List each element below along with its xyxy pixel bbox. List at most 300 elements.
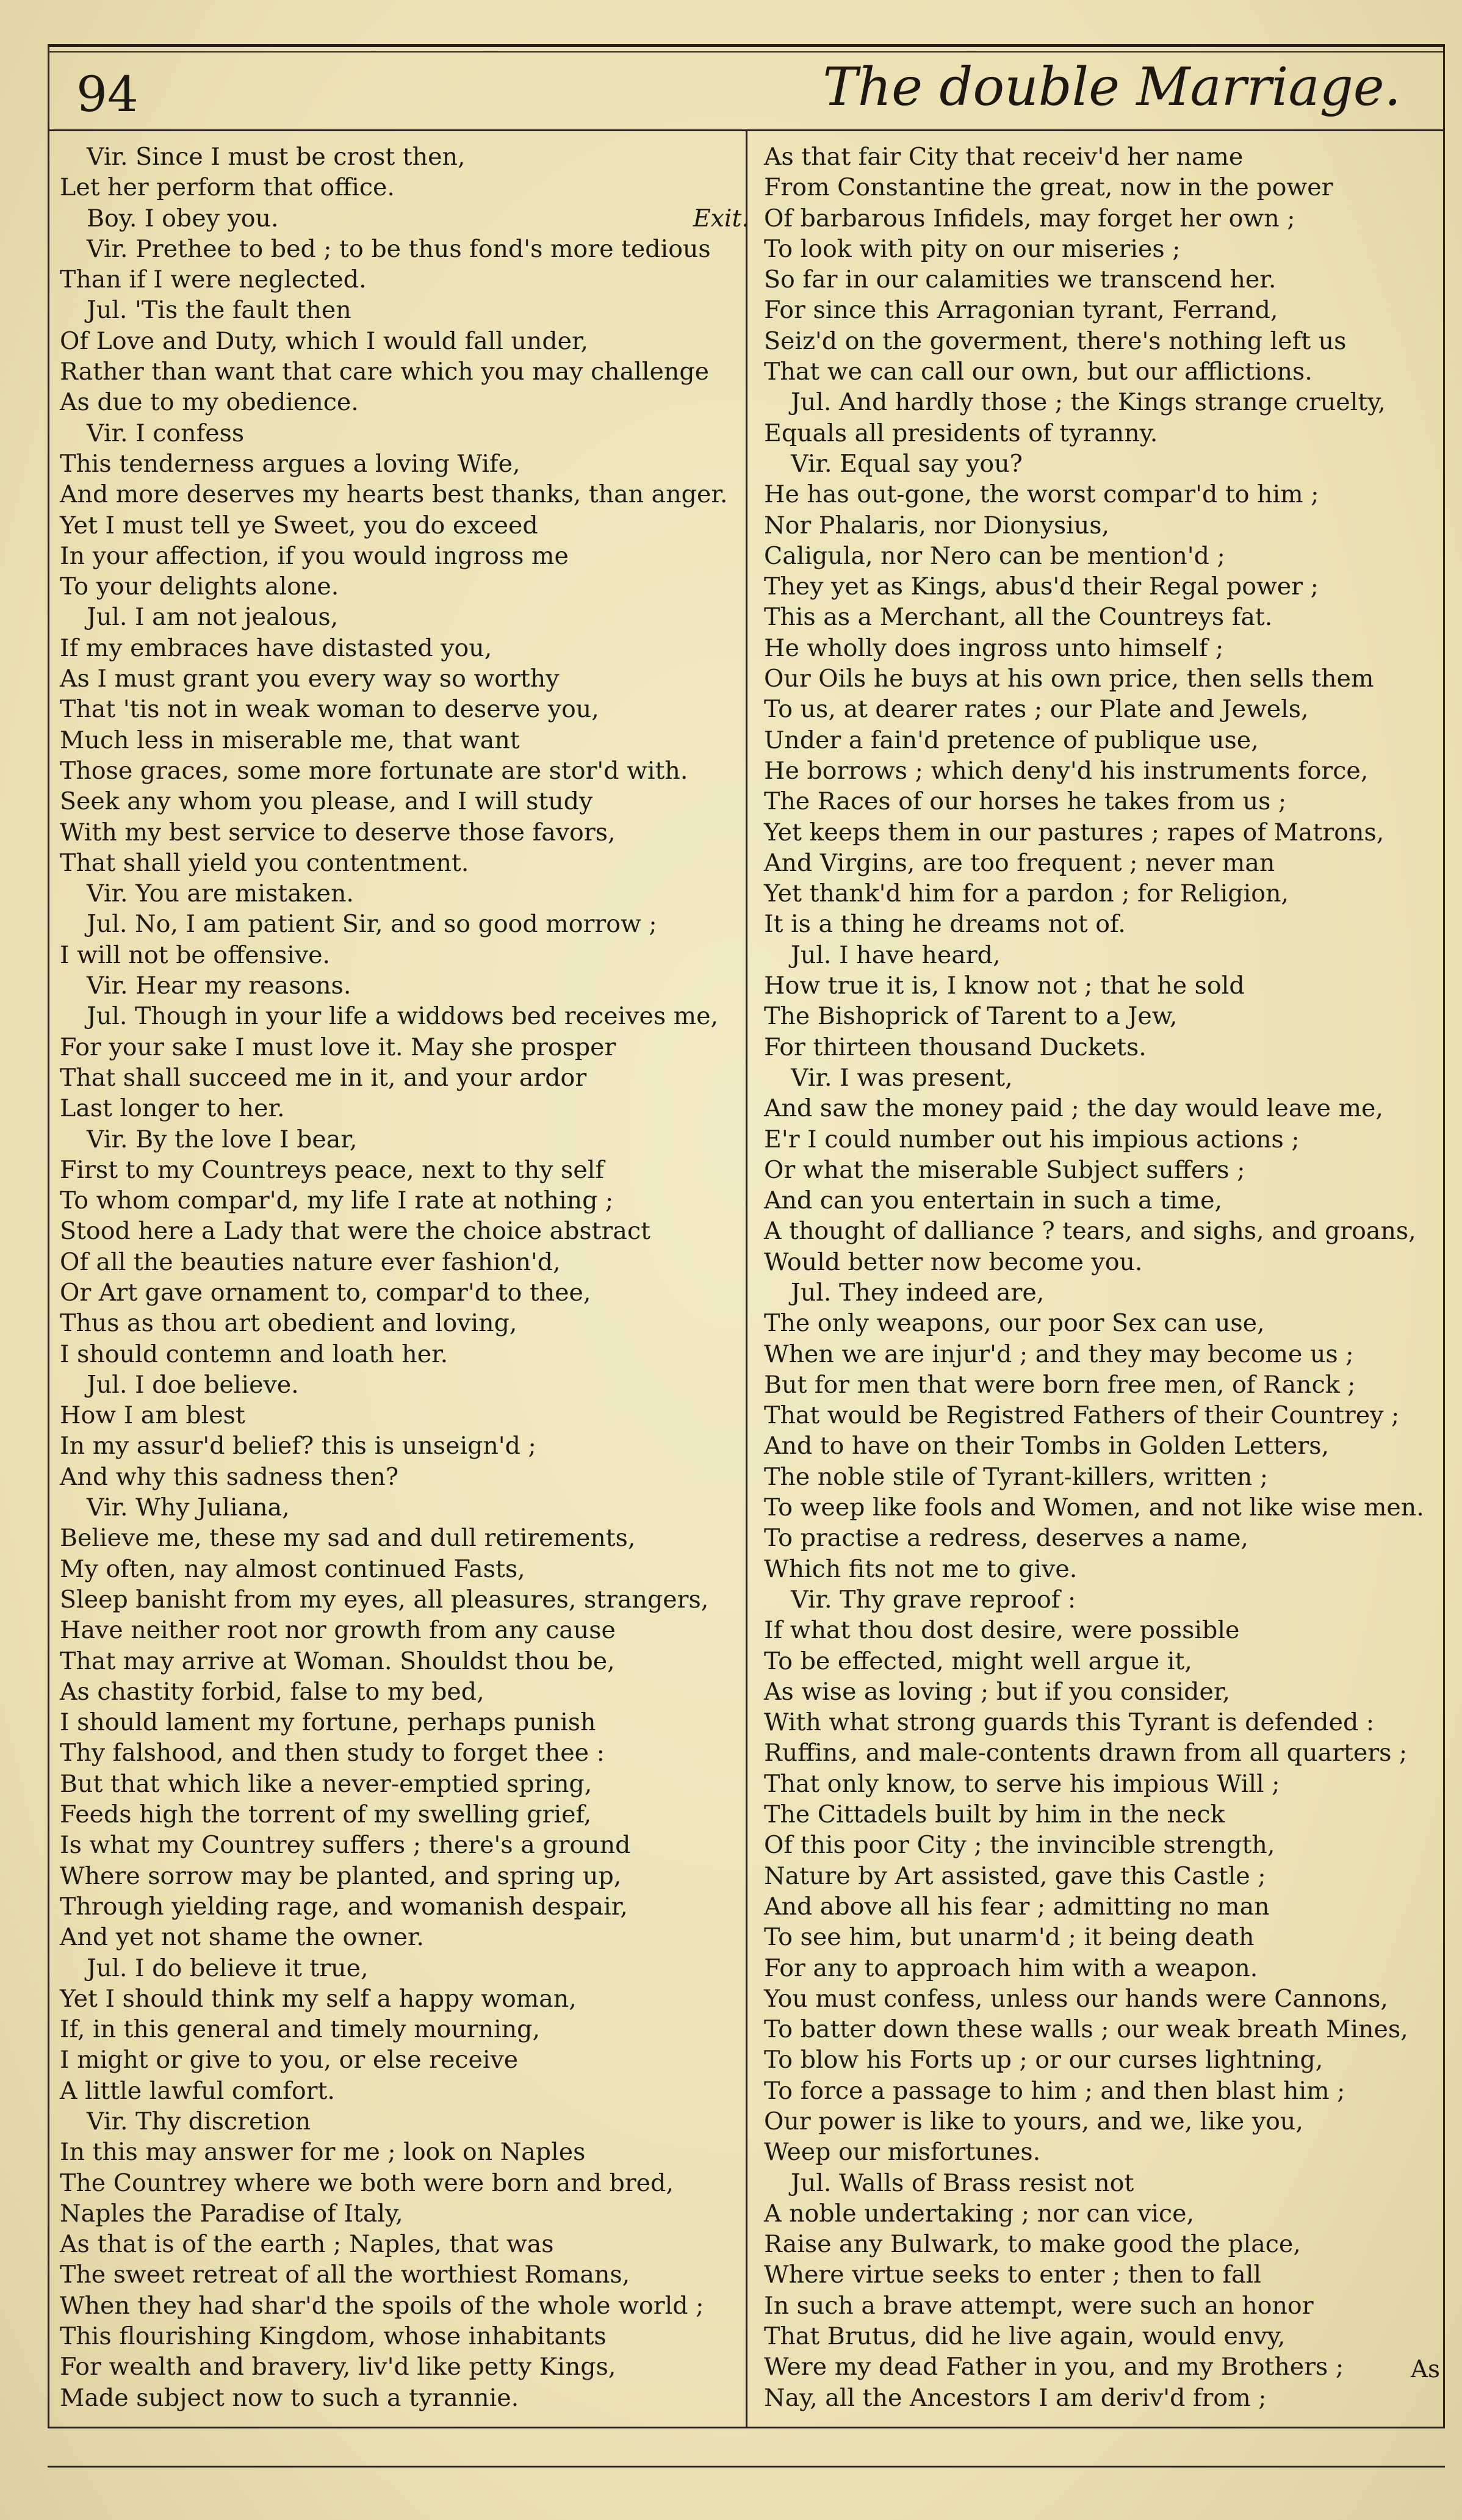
catchword: As bbox=[1410, 2356, 1440, 2383]
verse-line-text: For thirteen thousand Duckets. bbox=[764, 1033, 1147, 1061]
verse-line bbox=[60, 1032, 743, 1063]
verse-line bbox=[60, 1339, 743, 1370]
verse-line-text: Vir. Thy discretion bbox=[87, 2107, 311, 2136]
verse-line-text: Thy falshood, and then study to forget thee : bbox=[60, 1739, 605, 1767]
verse-line bbox=[764, 1769, 1447, 1799]
verse-line bbox=[764, 2198, 1447, 2229]
left-border-rule bbox=[48, 44, 49, 2428]
verse-line-text: A little lawful comfort. bbox=[60, 2076, 335, 2105]
verse-line bbox=[764, 909, 1447, 939]
verse-line bbox=[60, 387, 743, 417]
verse-line bbox=[764, 2045, 1447, 2075]
verse-line-text: As wise as loving ; but if you consider, bbox=[764, 1677, 1230, 1706]
verse-line bbox=[60, 479, 743, 510]
right-text-column bbox=[764, 142, 1447, 2413]
verse-line bbox=[60, 1462, 743, 1492]
verse-line-text: That only know, to serve his impious Will ; bbox=[764, 1769, 1280, 1798]
verse-line-text: Jul. Though in your life a widdows bed receives me, bbox=[87, 1002, 719, 1031]
verse-line-text: When they had shar'd the spoils of the whole world ; bbox=[60, 2291, 704, 2320]
verse-line-text: Those graces, some more fortunate are stor'd with. bbox=[60, 756, 688, 785]
verse-line-text: Jul. They indeed are, bbox=[791, 1278, 1045, 1307]
verse-line-text: In such a brave attempt, were such an honor bbox=[764, 2291, 1314, 2320]
verse-line-text: Or what the miserable Subject suffers ; bbox=[764, 1155, 1245, 1184]
verse-line bbox=[764, 2291, 1447, 2321]
verse-line bbox=[60, 786, 743, 817]
verse-line-text: Or Art gave ornament to, compar'd to thee, bbox=[60, 1278, 591, 1307]
verse-line-text: As chastity forbid, false to my bed, bbox=[60, 1677, 484, 1706]
verse-line bbox=[60, 1891, 743, 1922]
verse-line bbox=[60, 694, 743, 724]
verse-line-text: Made subject now to such a tyrannie. bbox=[60, 2383, 519, 2412]
verse-line-text: That shall succeed me in it, and your ardor bbox=[60, 1063, 587, 1092]
bottom-border-outer-rule bbox=[48, 2466, 1445, 2468]
verse-line-text: Jul. 'Tis the fault then bbox=[87, 296, 351, 325]
verse-line bbox=[60, 203, 749, 234]
verse-line bbox=[60, 1799, 743, 1830]
verse-line bbox=[764, 1523, 1447, 1553]
verse-line bbox=[60, 909, 743, 939]
verse-line-text: Vir. You are mistaken. bbox=[87, 879, 354, 908]
verse-line bbox=[764, 2352, 1447, 2382]
verse-line bbox=[60, 449, 743, 479]
verse-line-text: Through yielding rage, and womanish despair, bbox=[60, 1892, 628, 1921]
verse-line-text: Boy. I obey you. bbox=[87, 204, 279, 233]
verse-line-text: And why this sadness then? bbox=[60, 1462, 399, 1491]
verse-line-text: Believe me, these my sad and dull retirements, bbox=[60, 1524, 636, 1553]
verse-line-text: How I am blest bbox=[60, 1401, 245, 1430]
verse-line-text: He has out-gone, the worst compar'd to him ; bbox=[764, 480, 1319, 509]
verse-line bbox=[60, 2259, 743, 2290]
verse-line bbox=[764, 2076, 1447, 2106]
verse-line-text: Seek any whom you please, and I will study bbox=[60, 787, 593, 816]
verse-line-text: Feeds high the torrent of my swelling grief, bbox=[60, 1800, 592, 1829]
verse-line bbox=[60, 1615, 743, 1645]
verse-line-text: To batter down these walls ; our weak breath Mines, bbox=[764, 2015, 1408, 2044]
verse-line-text: Yet I should think my self a happy woman, bbox=[60, 1984, 577, 2013]
verse-line bbox=[60, 1953, 743, 1984]
verse-line-text: In my assur'd belief? this is unseign'd ; bbox=[60, 1432, 536, 1460]
verse-line-text: Nor Phalaris, nor Dionysius, bbox=[764, 511, 1110, 540]
verse-line bbox=[764, 2229, 1447, 2259]
verse-line-text: Last longer to her. bbox=[60, 1094, 285, 1123]
verse-line-text: Which fits not me to give. bbox=[764, 1554, 1078, 1583]
verse-line bbox=[764, 1093, 1447, 1124]
verse-line bbox=[764, 1738, 1447, 1768]
verse-line bbox=[764, 633, 1447, 663]
verse-line-text: Vir. Thy grave reproof : bbox=[791, 1585, 1076, 1614]
verse-line-text: That would be Registred Fathers of their Countrey ; bbox=[764, 1401, 1400, 1430]
verse-line-text: To force a passage to him ; and then blast him ; bbox=[764, 2076, 1345, 2105]
verse-line bbox=[764, 817, 1447, 848]
column-divider-rule bbox=[746, 129, 747, 2428]
verse-line-text: Jul. I have heard, bbox=[791, 940, 1001, 969]
verse-line-text: Vir. Hear my reasons. bbox=[87, 972, 351, 1000]
verse-line bbox=[764, 571, 1447, 602]
verse-line bbox=[60, 2229, 743, 2259]
verse-line bbox=[60, 756, 743, 786]
verse-line-text: The Bishoprick of Tarent to a Jew, bbox=[764, 1002, 1178, 1031]
verse-line bbox=[764, 1063, 1447, 1093]
verse-line bbox=[764, 1124, 1447, 1155]
verse-line bbox=[764, 356, 1447, 387]
verse-line bbox=[764, 970, 1447, 1001]
verse-line bbox=[764, 1308, 1447, 1338]
verse-line bbox=[764, 479, 1447, 510]
verse-line-text: This as a Merchant, all the Countreys fat. bbox=[764, 603, 1273, 632]
verse-line bbox=[60, 1922, 743, 1952]
verse-line-text: But for men that were born free men, of Ranck ; bbox=[764, 1370, 1356, 1399]
verse-line bbox=[60, 2352, 743, 2382]
verse-line-text: If what thou dost desire, were possible bbox=[764, 1616, 1240, 1645]
verse-line-text: Jul. I do believe it true, bbox=[87, 1954, 369, 1982]
verse-line bbox=[764, 1861, 1447, 1891]
verse-line-text: As that fair City that receiv'd her name bbox=[764, 143, 1244, 171]
verse-line-text: Ruffins, and male-contents drawn from all quarters ; bbox=[764, 1739, 1408, 1767]
verse-line bbox=[764, 602, 1447, 632]
verse-line-text: The Races of our horses he takes from us ; bbox=[764, 787, 1287, 816]
verse-line bbox=[60, 940, 743, 970]
verse-line bbox=[764, 449, 1447, 479]
verse-line-text: For any to approach him with a weapon. bbox=[764, 1954, 1258, 1982]
verse-line bbox=[60, 2014, 743, 2045]
verse-line bbox=[60, 817, 743, 848]
verse-line-text: And Virgins, are too frequent ; never man bbox=[764, 848, 1275, 877]
verse-line bbox=[764, 2106, 1447, 2137]
verse-line-text: That 'tis not in weak woman to deserve you, bbox=[60, 695, 599, 724]
verse-line-text: As due to my obedience. bbox=[60, 388, 359, 417]
verse-line-text: Yet thank'd him for a pardon ; for Religion, bbox=[764, 879, 1289, 908]
verse-line-text: To practise a redress, deserves a name, bbox=[764, 1524, 1248, 1553]
verse-line-text: To your delights alone. bbox=[60, 572, 339, 601]
verse-line-text: Caligula, nor Nero can be mention'd ; bbox=[764, 541, 1225, 570]
verse-line-text: When we are injur'd ; and they may become us ; bbox=[764, 1340, 1354, 1368]
verse-line bbox=[60, 356, 743, 387]
verse-line bbox=[60, 1155, 743, 1185]
verse-line-text: I will not be offensive. bbox=[60, 940, 331, 969]
verse-line bbox=[60, 2045, 743, 2075]
verse-line bbox=[60, 1830, 743, 1860]
verse-line-text: Much less in miserable me, that want bbox=[60, 726, 520, 754]
verse-line-text: Where virtue seeks to enter ; then to fall bbox=[764, 2261, 1261, 2289]
verse-line bbox=[60, 418, 743, 449]
verse-line bbox=[60, 326, 743, 356]
verse-line-text: Nay, all the Ancestors I am deriv'd from ; bbox=[764, 2383, 1267, 2412]
verse-line-text: And saw the money paid ; the day would leave me, bbox=[764, 1094, 1383, 1123]
verse-line-text: Naples the Paradise of Italy, bbox=[60, 2199, 403, 2228]
verse-line-text: The sweet retreat of all the worthiest Romans, bbox=[60, 2261, 630, 2289]
verse-line-text: I might or give to you, or else receive bbox=[60, 2046, 519, 2074]
verse-line bbox=[60, 1063, 743, 1093]
verse-line bbox=[60, 264, 743, 295]
verse-line-text: If my embraces have distasted you, bbox=[60, 634, 492, 662]
verse-line bbox=[60, 633, 743, 663]
verse-line bbox=[60, 1247, 743, 1277]
verse-line-text: So far in our calamities we transcend her. bbox=[764, 265, 1277, 294]
verse-line bbox=[764, 541, 1447, 571]
verse-line-text: Vir. I was present, bbox=[791, 1063, 1013, 1092]
left-text-column bbox=[60, 142, 749, 2413]
verse-line-text: Vir. By the love I bear, bbox=[87, 1125, 358, 1153]
verse-line-text: First to my Countreys peace, next to thy self bbox=[60, 1155, 604, 1184]
verse-line bbox=[60, 848, 743, 878]
verse-line bbox=[764, 1922, 1447, 1952]
verse-line-text: And yet not shame the owner. bbox=[60, 1923, 424, 1952]
verse-line-text: In this may answer for me ; look on Naples bbox=[60, 2138, 586, 2167]
verse-line bbox=[60, 1984, 743, 2014]
verse-line bbox=[60, 1431, 743, 1461]
verse-line-text: To blow his Forts up ; or our curses lightning, bbox=[764, 2046, 1323, 2074]
verse-line-text: This tenderness argues a loving Wife, bbox=[60, 449, 520, 478]
verse-line-text: He borrows ; which deny'd his instruments force, bbox=[764, 756, 1369, 785]
verse-line-text: To us, at dearer rates ; our Plate and Jewels, bbox=[764, 695, 1309, 724]
verse-line bbox=[764, 1799, 1447, 1830]
verse-line bbox=[764, 1431, 1447, 1461]
verse-line-text: The noble stile of Tyrant-killers, written ; bbox=[764, 1462, 1269, 1491]
verse-line-text: That Brutus, did he live again, would envy, bbox=[764, 2322, 1286, 2351]
verse-line bbox=[60, 1093, 743, 1124]
verse-line bbox=[60, 1554, 743, 1584]
verse-line bbox=[764, 1646, 1447, 1677]
verse-line-text: If, in this general and timely mourning, bbox=[60, 2015, 541, 2044]
running-title: The double Marriage. bbox=[823, 57, 1401, 118]
verse-line-text: He wholly does ingross unto himself ; bbox=[764, 634, 1224, 662]
verse-line-text: To whom compar'd, my life I rate at nothing ; bbox=[60, 1186, 614, 1215]
verse-line-text: With what strong guards this Tyrant is defended : bbox=[764, 1708, 1375, 1737]
verse-line-text: As I must grant you every way so worthy bbox=[60, 665, 560, 693]
verse-line bbox=[764, 387, 1447, 417]
verse-line bbox=[60, 1738, 743, 1768]
verse-line bbox=[764, 725, 1447, 756]
verse-line bbox=[60, 172, 743, 203]
verse-line bbox=[764, 2383, 1447, 2413]
verse-line-text: My often, nay almost continued Fasts, bbox=[60, 1554, 525, 1583]
verse-line bbox=[764, 1615, 1447, 1645]
verse-line bbox=[60, 1216, 743, 1246]
verse-line bbox=[764, 2321, 1447, 2352]
verse-line bbox=[60, 1523, 743, 1553]
verse-line-text: A thought of dalliance ? tears, and sighs, and groans, bbox=[764, 1217, 1416, 1246]
verse-line bbox=[60, 1185, 743, 1216]
verse-line bbox=[60, 510, 743, 541]
verse-line bbox=[60, 142, 743, 172]
verse-line-text: For since this Arragonian tyrant, Ferrand, bbox=[764, 296, 1278, 325]
verse-line-text: Is what my Countrey suffers ; there's a ground bbox=[60, 1831, 631, 1860]
verse-line bbox=[764, 2137, 1447, 2167]
verse-line bbox=[60, 2076, 743, 2106]
verse-line-text: Jul. Walls of Brass resist not bbox=[791, 2168, 1134, 2197]
verse-line-text: Of barbarous Infidels, may forget her own ; bbox=[764, 204, 1295, 233]
verse-line-text: Vir. Equal say you? bbox=[791, 449, 1023, 478]
verse-line bbox=[764, 1953, 1447, 1984]
verse-line bbox=[60, 1492, 743, 1523]
verse-line bbox=[764, 1984, 1447, 2014]
verse-line-text: Vir. Why Juliana, bbox=[87, 1493, 290, 1522]
verse-line bbox=[60, 970, 743, 1001]
verse-line bbox=[764, 1707, 1447, 1738]
verse-line bbox=[764, 418, 1447, 449]
verse-line-text: For wealth and bravery, liv'd like petty Kings, bbox=[60, 2353, 616, 2381]
verse-line bbox=[764, 2259, 1447, 2290]
verse-line-text: Yet keeps them in our pastures ; rapes of Matrons, bbox=[764, 818, 1385, 847]
verse-line bbox=[764, 1247, 1447, 1277]
verse-line bbox=[764, 2168, 1447, 2198]
verse-line-text: The Countrey where we both were born and bred, bbox=[60, 2168, 674, 2197]
verse-line bbox=[60, 878, 743, 909]
verse-line-text: That shall yield you contentment. bbox=[60, 848, 469, 877]
verse-line bbox=[764, 2014, 1447, 2045]
verse-line bbox=[764, 1277, 1447, 1308]
verse-line bbox=[764, 848, 1447, 878]
verse-line-text: And above all his fear ; admitting no man bbox=[764, 1892, 1270, 1921]
verse-line bbox=[60, 2137, 743, 2167]
verse-line bbox=[764, 694, 1447, 724]
verse-line-text: The only weapons, our poor Sex can use, bbox=[764, 1309, 1265, 1338]
verse-line bbox=[764, 1001, 1447, 1031]
verse-line-text: As that is of the earth ; Naples, that was bbox=[60, 2230, 554, 2259]
verse-line bbox=[764, 1492, 1447, 1523]
verse-line-text: You must confess, unless our hands were Cannons, bbox=[764, 1984, 1388, 2013]
verse-line-text: Stood here a Lady that were the choice abstract bbox=[60, 1217, 650, 1246]
verse-line-text: Than if I were neglected. bbox=[60, 265, 367, 294]
verse-line bbox=[764, 940, 1447, 970]
verse-line-text: Equals all presidents of tyranny. bbox=[764, 419, 1158, 447]
verse-line bbox=[764, 1554, 1447, 1584]
stage-direction-exit: Exit. bbox=[693, 204, 749, 233]
verse-line bbox=[764, 1462, 1447, 1492]
top-border-inner-rule bbox=[48, 51, 1445, 52]
verse-line-text: For your sake I must love it. May she prosper bbox=[60, 1033, 616, 1061]
verse-line-text: Raise any Bulwark, to make good the place, bbox=[764, 2230, 1301, 2259]
verse-line-text: I should lament my fortune, perhaps punish bbox=[60, 1708, 596, 1737]
verse-line-text: Weep our misfortunes. bbox=[764, 2138, 1041, 2167]
verse-line bbox=[60, 1001, 743, 1031]
verse-line-text: To see him, but unarm'd ; it being death bbox=[764, 1923, 1255, 1952]
verse-line bbox=[60, 541, 743, 571]
verse-line-text: Of this poor City ; the invincible strength, bbox=[764, 1831, 1275, 1860]
verse-line-text: Sleep banisht from my eyes, all pleasures, strangers, bbox=[60, 1585, 709, 1614]
verse-line bbox=[60, 2383, 743, 2413]
verse-line-text: Would better now become you. bbox=[764, 1247, 1143, 1276]
verse-line bbox=[60, 602, 743, 632]
verse-line bbox=[60, 1124, 743, 1155]
verse-line-text: Of all the beauties nature ever fashion'd, bbox=[60, 1247, 561, 1276]
verse-line bbox=[764, 172, 1447, 203]
verse-line-text: Rather than want that care which you may challenge bbox=[60, 358, 710, 386]
verse-line-text: Seiz'd on the goverment, there's nothing left us bbox=[764, 327, 1347, 355]
verse-line-text: And can you entertain in such a time, bbox=[764, 1186, 1223, 1215]
verse-line bbox=[60, 1769, 743, 1799]
verse-line bbox=[764, 295, 1447, 325]
verse-line bbox=[764, 1677, 1447, 1707]
verse-line bbox=[60, 725, 743, 756]
verse-line bbox=[764, 1185, 1447, 1216]
verse-line-text: I should contemn and loath her. bbox=[60, 1340, 448, 1368]
verse-line-text: A noble undertaking ; nor can vice, bbox=[764, 2199, 1195, 2228]
verse-line-text: This flourishing Kingdom, whose inhabitants bbox=[60, 2322, 607, 2351]
verse-line bbox=[60, 234, 743, 264]
verse-line bbox=[764, 786, 1447, 817]
verse-line bbox=[764, 264, 1447, 295]
verse-line bbox=[764, 1032, 1447, 1063]
verse-line bbox=[764, 1584, 1447, 1615]
verse-line bbox=[764, 756, 1447, 786]
verse-line-text: Nature by Art assisted, gave this Castle ; bbox=[764, 1861, 1266, 1890]
verse-line-text: Have neither root nor growth from any cause bbox=[60, 1616, 616, 1645]
verse-line bbox=[764, 510, 1447, 541]
verse-line bbox=[764, 203, 1447, 234]
verse-line bbox=[60, 1707, 743, 1738]
verse-line-text: From Constantine the great, now in the power bbox=[764, 173, 1333, 202]
verse-line-text: E'r I could number out his impious actions ; bbox=[764, 1125, 1300, 1153]
verse-line-text: Thus as thou art obedient and loving, bbox=[60, 1309, 517, 1338]
page-number: 94 bbox=[76, 66, 139, 123]
verse-line-text: Jul. I am not jealous, bbox=[87, 603, 339, 632]
verse-line-text: To look with pity on our miseries ; bbox=[764, 234, 1181, 263]
verse-line-text: Our power is like to yours, and we, like you, bbox=[764, 2107, 1303, 2136]
verse-line bbox=[764, 663, 1447, 694]
verse-line-text: That may arrive at Woman. Shouldst thou be, bbox=[60, 1647, 615, 1675]
verse-line bbox=[60, 2291, 743, 2321]
verse-line bbox=[60, 571, 743, 602]
verse-line bbox=[60, 1677, 743, 1707]
verse-line bbox=[764, 1891, 1447, 1922]
verse-line-text: It is a thing he dreams not of. bbox=[764, 910, 1126, 939]
verse-line-text: Yet I must tell ye Sweet, you do exceed bbox=[60, 511, 538, 540]
verse-line-text: To be effected, might well argue it, bbox=[764, 1647, 1192, 1675]
verse-line bbox=[764, 1339, 1447, 1370]
verse-line-text: The Cittadels built by him in the neck bbox=[764, 1800, 1225, 1829]
verse-line-text: Jul. I doe believe. bbox=[87, 1370, 299, 1399]
verse-line-text: Vir. I confess bbox=[87, 419, 245, 447]
verse-line-text: Our Oils he buys at his own price, then sells them bbox=[764, 665, 1374, 693]
verse-line bbox=[60, 1308, 743, 1338]
verse-line bbox=[60, 2106, 743, 2137]
verse-line-text: That we can call our own, but our afflictions. bbox=[764, 358, 1313, 386]
verse-line bbox=[764, 1216, 1447, 1246]
top-border-rule bbox=[48, 44, 1445, 47]
verse-line-text: Of Love and Duty, which I would fall under, bbox=[60, 327, 589, 355]
verse-line-text: And more deserves my hearts best thanks, than anger. bbox=[60, 480, 728, 509]
verse-line bbox=[764, 234, 1447, 264]
verse-line bbox=[60, 1400, 743, 1431]
verse-line bbox=[764, 1370, 1447, 1400]
verse-line-text: In your affection, if you would ingross me bbox=[60, 541, 569, 570]
verse-line-text: Jul. No, I am patient Sir, and so good morrow ; bbox=[87, 910, 657, 939]
verse-line bbox=[60, 2168, 743, 2198]
verse-line bbox=[764, 142, 1447, 172]
verse-line bbox=[764, 878, 1447, 909]
verse-line-text: Vir. Since I must be crost then, bbox=[87, 143, 466, 171]
verse-line-text: Where sorrow may be planted, and spring up, bbox=[60, 1861, 622, 1890]
verse-line bbox=[764, 1830, 1447, 1860]
verse-line bbox=[764, 326, 1447, 356]
verse-line-text: With my best service to deserve those favors, bbox=[60, 818, 616, 847]
verse-line-text: They yet as Kings, abus'd their Regal power ; bbox=[764, 572, 1319, 601]
verse-line bbox=[60, 1370, 743, 1400]
verse-line bbox=[60, 1861, 743, 1891]
verse-line bbox=[764, 1400, 1447, 1431]
verse-line bbox=[60, 295, 743, 325]
bottom-border-rule bbox=[48, 2427, 1445, 2428]
verse-line-text: Were my dead Father in you, and my Brothers ; bbox=[764, 2353, 1344, 2381]
verse-line bbox=[60, 1584, 743, 1615]
verse-line-text: But that which like a never-emptied spring, bbox=[60, 1769, 592, 1798]
verse-line-text: To weep like fools and Women, and not like wise men. bbox=[764, 1493, 1424, 1522]
verse-line bbox=[764, 1155, 1447, 1185]
verse-line bbox=[60, 663, 743, 694]
verse-line bbox=[60, 2198, 743, 2229]
verse-line bbox=[60, 1277, 743, 1308]
